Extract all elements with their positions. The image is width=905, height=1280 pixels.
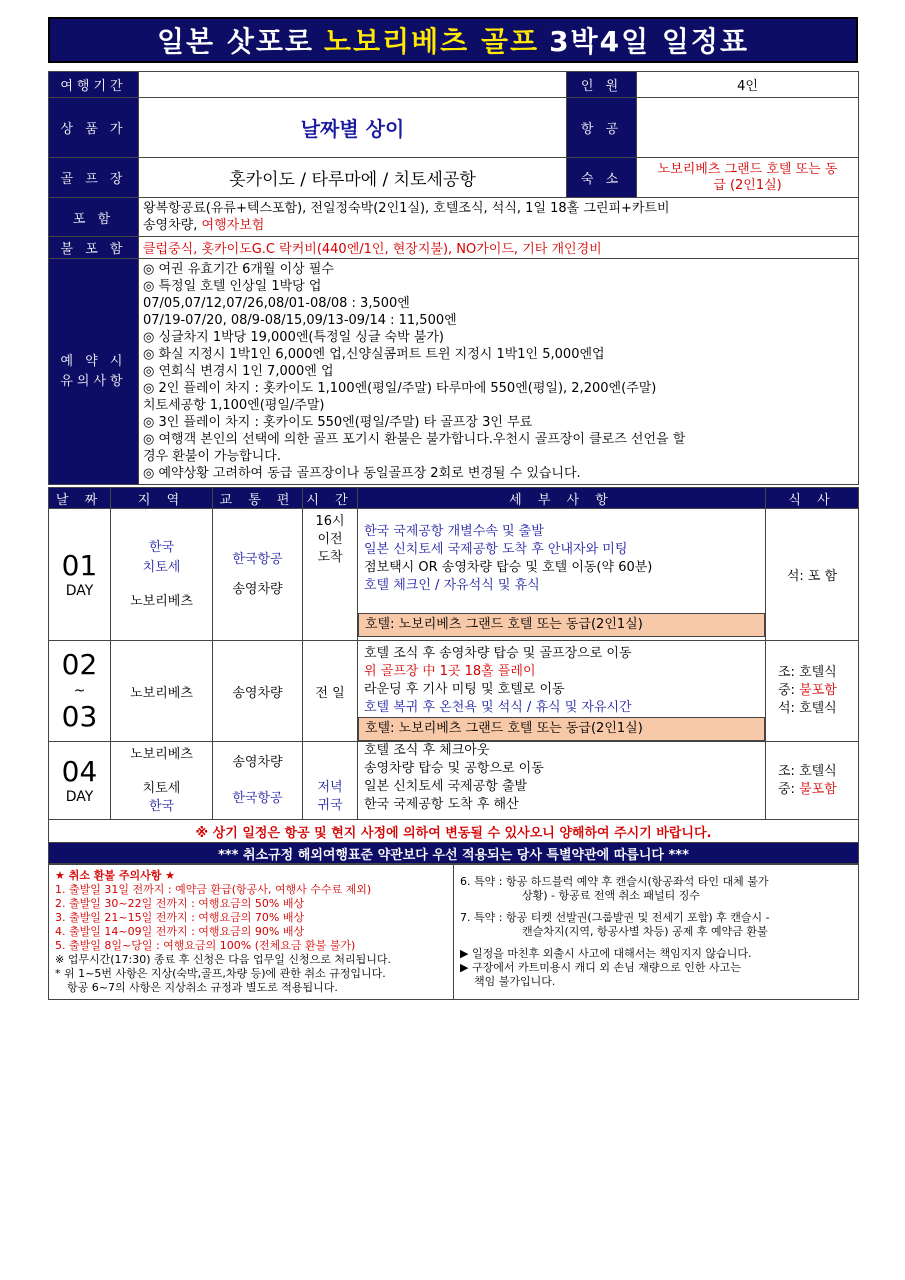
period-value — [139, 72, 567, 98]
day1-date — [49, 509, 111, 641]
day1-time1: 16시 — [315, 514, 345, 529]
day4-trans1: 송영차량 — [232, 754, 283, 770]
day2-date — [49, 641, 111, 742]
note-line: ◎ 예약상황 고려하여 동급 골프장이나 동일골프장 2회로 변경될 수 있습니다. — [143, 466, 581, 481]
day4-meal1: 조: 호텔식 — [778, 763, 837, 779]
note-line: ◎ 화실 지정시 1박1인 6,000엔 업,신양실콤퍼트 트윈 지정시 1박1인 5,000엔업 — [143, 347, 605, 362]
day2-details — [358, 641, 766, 742]
day2-region: 노보리베츠 — [111, 641, 213, 742]
day1-time3: 도착 — [317, 550, 343, 565]
refund-line: 항공 6~7의 사항은 지상취소 규정과 별도로 적용됩니다. — [67, 981, 338, 994]
price-value: 날짜별 상이 — [139, 98, 567, 158]
detail-line: 위 골프장 中 1곳 18홀 플레이 — [364, 664, 536, 679]
stay-label: 숙 소 — [567, 158, 637, 198]
refund-line: ▶ 일정을 마친후 외출시 사고에 대해서는 책임지지 않습니다. — [460, 947, 752, 960]
refund-line: * 위 1~5번 사항은 지상(숙박,골프,차량 등)에 관한 취소 규정입니다. — [55, 967, 386, 980]
day4-details — [358, 742, 766, 820]
day1-num: 01 — [61, 548, 98, 582]
incl-line1: 왕복항공료(유류+텍스포함), 전일정숙박(2인1실), 호텔조식, 석식, 1일 18홀 그린피+카트비 — [143, 201, 670, 216]
golf-label: 골 프 장 — [49, 158, 139, 198]
title-part1: 일본 삿포로 — [156, 25, 314, 58]
detail-line: 점보택시 OR 송영차량 탑승 및 호텔 이동(약 60분) — [364, 560, 653, 575]
notes-label-line1: 예 약 시 — [60, 353, 127, 369]
notes-label — [49, 259, 139, 485]
day4-region2: 치토세 — [142, 780, 181, 796]
period-label: 여행기간 — [49, 72, 139, 98]
note-line: ◎ 2인 플레이 차지 : 홋카이도 1,100엔(평일/주말) 타루마에 550엔(평일), 2,200엔(주말) — [143, 381, 657, 396]
page-title — [48, 17, 858, 63]
day4-row — [49, 742, 859, 820]
schedule-table — [48, 487, 859, 864]
detail-line: 송영차량 탑승 및 공항으로 이동 — [364, 761, 544, 776]
day1-trans2: 송영차량 — [232, 581, 283, 597]
notice-cancel-policy: *** 취소규정 해외여행표준 약관보다 우선 적용되는 당사 특별약관에 따릅니다 *** — [49, 843, 859, 864]
day1-unit: DAY — [65, 582, 94, 599]
incl-cell — [139, 198, 859, 237]
day4-date — [49, 742, 111, 820]
day4-meal2-value: 불포함 — [799, 781, 837, 797]
day2-transport: 송영차량 — [213, 641, 303, 742]
header-meal: 식 사 — [766, 488, 859, 509]
day4-region — [111, 742, 213, 820]
note-line: ◎ 특정일 호텔 인상일 1박당 업 — [143, 279, 322, 294]
day4-meal2-label: 중: — [778, 781, 795, 797]
day1-time — [303, 509, 358, 641]
day2-row — [49, 641, 859, 742]
day2-num2: 03 — [61, 700, 98, 733]
day4-region1: 노보리베츠 — [130, 746, 193, 762]
refund-line: 6. 특약 : 항공 하드블럭 예약 후 캔슬시(항공좌석 타인 대체 불가 — [460, 875, 769, 888]
notice-change: ※ 상기 일정은 항공 및 현지 사정에 의하여 변동될 수 있사오니 양해하여 주시기 바랍니다. — [49, 820, 859, 843]
note-line: 07/19-07/20, 08/9-08/15,09/13-09/14 : 11,500엔 — [143, 313, 457, 328]
price-label: 상 품 가 — [49, 98, 139, 158]
day1-region3: 노보리베츠 — [130, 593, 193, 609]
incl-label: 포 함 — [49, 198, 139, 237]
note-line: 경우 환불이 가능합니다. — [143, 449, 281, 464]
day4-meal — [766, 742, 859, 820]
people-value: 4인 — [637, 72, 859, 98]
day1-meal: 석: 포 함 — [766, 509, 859, 641]
day2-hotel: 호텔: 노보리베츠 그랜드 호텔 또는 동급(2인1실) — [358, 717, 765, 741]
header-region: 지 역 — [111, 488, 213, 509]
info-table — [48, 71, 859, 485]
day2-tilde: ~ — [73, 683, 86, 699]
refund-line: 2. 출발일 30~22일 전까지 : 여행요금의 50% 배상 — [55, 897, 305, 910]
note-line: ◎ 여행객 본인의 선택에 의한 골프 포기시 환불은 불가합니다.우천시 골프장이 클로즈 선언을 할 — [143, 432, 686, 447]
day2-meal2-value: 불포함 — [799, 683, 837, 698]
header-details: 세 부 사 항 — [358, 488, 766, 509]
day4-num: 04 — [61, 754, 98, 788]
refund-line: 1. 출발일 31일 전까지 : 예약금 환급(항공사, 여행사 수수료 제외) — [55, 883, 372, 896]
detail-line: 라운딩 후 기사 미팅 및 호텔로 이동 — [364, 682, 565, 697]
day4-unit: DAY — [65, 788, 94, 805]
detail-line: 호텔 체크인 / 자유석식 및 휴식 — [364, 578, 540, 593]
refund-line: ▶ 구장에서 카트미용시 캐디 외 손님 재량으로 인한 사고는 — [460, 961, 741, 974]
header-time: 시 간 — [303, 488, 358, 509]
day1-time2: 이전 — [317, 532, 343, 547]
day2-time: 전 일 — [303, 641, 358, 742]
day2-meal1: 조: 호텔식 — [778, 665, 837, 680]
detail-line: 일본 신치토세 국제공항 출발 — [364, 779, 528, 794]
people-label: 인 원 — [567, 72, 637, 98]
excl-value: 클럽중식, 홋카이도G.C 락커비(440엔/1인, 현장지불), NO가이드, 기타 개인경비 — [139, 237, 859, 259]
incl-insurance: 여행자보험 — [201, 218, 265, 233]
note-line: ◎ 연회식 변경시 1인 7,000엔 업 — [143, 364, 334, 379]
notes-label-line2: 유의사항 — [60, 373, 127, 389]
refund-table — [48, 864, 859, 1000]
refund-line: 상황) - 항공료 전액 취소 패널티 징수 — [522, 889, 701, 902]
detail-line: 한국 국제공항 도착 후 해산 — [364, 797, 519, 812]
day1-row — [49, 509, 859, 641]
title-highlight: 노보리베츠 골프 — [323, 25, 540, 58]
day4-transport — [213, 742, 303, 820]
day1-region — [111, 509, 213, 641]
itinerary-page — [48, 17, 858, 1000]
day4-time — [303, 742, 358, 820]
note-line: 치토세공항 1,100엔(평일/주말) — [143, 398, 325, 413]
detail-line: 일본 신치토세 국제공항 도착 후 안내자와 미팅 — [364, 542, 628, 557]
day1-transport — [213, 509, 303, 641]
title-part2: 3박4일 일정표 — [549, 25, 750, 58]
day4-region3: 한국 — [148, 798, 175, 814]
day4-meal2 — [778, 781, 858, 799]
refund-title: ★ 취소 환불 주의사항 ★ — [55, 869, 176, 882]
detail-line: 호텔 조식 후 송영차량 탑승 및 골프장으로 이동 — [364, 646, 632, 661]
refund-left — [49, 865, 454, 1000]
day1-hotel: 호텔: 노보리베츠 그랜드 호텔 또는 동급(2인1실) — [358, 613, 765, 637]
day1-region2: 치토세 — [142, 559, 181, 575]
note-line: ◎ 3인 플레이 차지 : 홋카이도 550엔(평일/주말) 타 골프장 3인 무료 — [143, 415, 533, 430]
detail-line: 호텔 복귀 후 온천욕 및 석식 / 휴식 및 자유시간 — [364, 700, 632, 715]
refund-right — [454, 865, 859, 1000]
day4-time2: 귀국 — [317, 798, 343, 813]
day2-meal3: 석: 호텔식 — [778, 701, 837, 716]
day2-meal2-label: 중: — [778, 683, 795, 698]
detail-line: 호텔 조식 후 체크아웃 — [364, 743, 490, 758]
refund-line: 4. 출발일 14~09일 전까지 : 여행요금의 90% 배상 — [55, 925, 305, 938]
note-line: ◎ 여권 유효기간 6개월 이상 필수 — [143, 262, 334, 277]
incl-line2-wrap — [143, 217, 854, 234]
day4-time1: 저녁 — [317, 780, 343, 795]
header-date: 날 짜 — [49, 488, 111, 509]
day2-meal — [766, 641, 859, 742]
refund-line: 7. 특약 : 항공 티켓 선발권(그룹발권 및 전세기 포함) 후 캔슬시 - — [460, 911, 770, 924]
stay-value: 노보리베츠 그랜드 호텔 또는 동급 (2인1실) — [637, 158, 859, 198]
excl-label: 불 포 함 — [49, 237, 139, 259]
refund-line: 책임 불가입니다. — [474, 975, 556, 988]
day4-trans2: 한국항공 — [232, 790, 283, 806]
refund-line: 캔슬차지(지역, 항공사별 차등) 공제 후 예약금 환불 — [522, 925, 768, 938]
note-line: ◎ 싱글차지 1박당 19,000엔(특정일 싱글 숙박 불가) — [143, 330, 444, 345]
detail-line: 한국 국제공항 개별수속 및 출발 — [364, 524, 544, 539]
notes-content — [139, 259, 859, 485]
day1-details — [358, 509, 766, 641]
air-value — [637, 98, 859, 158]
note-line: 07/05,07/12,07/26,08/01-08/08 : 3,500엔 — [143, 296, 410, 311]
refund-line: ※ 업무시간(17:30) 종료 후 신청은 다음 업무일 신청으로 처리됩니다. — [55, 953, 391, 966]
day1-region1: 한국 — [148, 539, 175, 555]
air-label: 항 공 — [567, 98, 637, 158]
incl-line2: 송영차량, — [143, 218, 198, 233]
day2-meal2 — [778, 682, 858, 700]
header-transport: 교 통 편 — [213, 488, 303, 509]
day1-trans1: 한국항공 — [232, 551, 283, 567]
golf-value: 홋카이도 / 타루마에 / 치토세공항 — [139, 158, 567, 198]
refund-line: 5. 출발일 8일~당일 : 여행요금의 100% (전체요금 환불 불가) — [55, 939, 356, 952]
refund-line: 3. 출발일 21~15일 전까지 : 여행요금의 70% 배상 — [55, 911, 305, 924]
day2-num1: 02 — [61, 648, 98, 681]
